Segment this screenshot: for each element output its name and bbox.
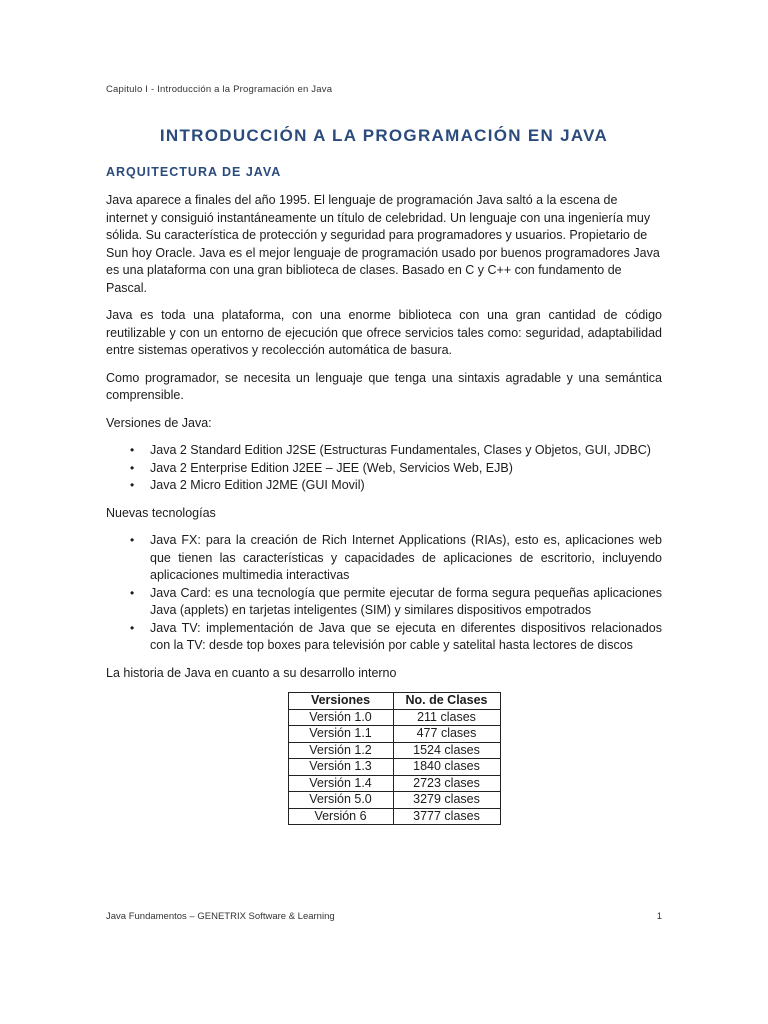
table-row bbox=[288, 742, 500, 759]
version-cell: Versión 1.1 bbox=[288, 726, 393, 743]
class-count-cell: 2723 clases bbox=[393, 775, 500, 792]
versions-intro: Versiones de Java: bbox=[106, 415, 212, 430]
new-tech-intro: Nuevas tecnologías bbox=[106, 505, 216, 520]
page-number: 1 bbox=[656, 911, 662, 922]
table-row bbox=[288, 775, 500, 792]
document-body bbox=[106, 192, 662, 825]
list-item: • Java 2 Micro Edition J2ME (GUI Movil) bbox=[150, 477, 662, 495]
version-cell: Versión 1.2 bbox=[288, 742, 393, 759]
list-item: • Java TV: implementación de Java que se ejecuta en diferentes dispositivos relacionados con la TV: desde top boxes para televisión por cable y satelital hasta lectores de discos bbox=[150, 620, 662, 655]
footer-text: Java Fundamentos – GENETRIX Software & Learning bbox=[106, 911, 335, 922]
class-count-cell: 1840 clases bbox=[393, 759, 500, 776]
list-item: • Java 2 Enterprise Edition J2EE – JEE (Web, Servicios Web, EJB) bbox=[150, 460, 662, 478]
header-class-count: No. de Clases bbox=[393, 693, 500, 710]
class-count-cell: 477 clases bbox=[393, 726, 500, 743]
section-heading: ARQUITECTURA DE JAVA bbox=[106, 165, 282, 179]
list-item: • Java FX: para la creación de Rich Internet Applications (RIAs), esto es, aplicaciones web que tienen las características y capacidades de aplicaciones de escritorio, incluyendo aplicaciones multimedia interactivas bbox=[150, 532, 662, 585]
table-row bbox=[288, 709, 500, 726]
page-footer bbox=[106, 911, 662, 922]
class-count-cell: 1524 clases bbox=[393, 742, 500, 759]
running-header: Capitulo I - Introducción a la Programación en Java bbox=[106, 84, 333, 95]
versions-list bbox=[106, 442, 662, 495]
table-header-row bbox=[288, 693, 500, 710]
header-versions: Versiones bbox=[288, 693, 393, 710]
history-table bbox=[288, 692, 501, 825]
list-item: • Java Card: es una tecnología que permite ejecutar de forma segura pequeñas aplicaciones Java (applets) en tarjetas inteligentes (SIM) y similares dispositivos empotrados bbox=[150, 585, 662, 620]
page-title: INTRODUCCIÓN A LA PROGRAMACIÓN EN JAVA bbox=[159, 126, 609, 145]
class-count-cell: 211 clases bbox=[393, 709, 500, 726]
paragraph-programmer: Como programador, se necesita un lenguaje que tenga una sintaxis agradable y una semántica comprensible. bbox=[106, 370, 662, 402]
version-cell: Versión 1.4 bbox=[288, 775, 393, 792]
class-count-cell: 3279 clases bbox=[393, 792, 500, 809]
version-cell: Versión 1.0 bbox=[288, 709, 393, 726]
history-table-wrapper bbox=[106, 692, 662, 825]
table-row bbox=[288, 726, 500, 743]
paragraph-intro: Java aparece a finales del año 1995. El lenguaje de programación Java saltó a la escena de internet y consiguió instantáneamente un título de celebridad. Un lenguaje con una ingeniería muy sólida. Su característica de protección y seguridad para programadores y usuarios. Propietario de Sun hoy Oracle. Java es el mejor lenguaje de programación usado por buenos programadores Java es una plataforma con una gran biblioteca de clases. Basado en C y C++ con fundamento de Pascal. bbox=[106, 193, 660, 295]
version-cell: Versión 6 bbox=[288, 808, 393, 825]
list-item: • Java 2 Standard Edition J2SE (Estructuras Fundamentales, Clases y Objetos, GUI, JDBC) bbox=[150, 442, 662, 460]
table-row bbox=[288, 792, 500, 809]
table-row bbox=[288, 759, 500, 776]
new-tech-list bbox=[106, 532, 662, 655]
paragraph-platform: Java es toda una plataforma, con una enorme biblioteca con una gran cantidad de código reutilizable y con un entorno de ejecución que ofrece servicios tales como: seguridad, adaptabilidad entre sistemas operativos y recolección automática de basura. bbox=[106, 308, 662, 357]
table-row bbox=[288, 808, 500, 825]
class-count-cell: 3777 clases bbox=[393, 808, 500, 825]
version-cell: Versión 1.3 bbox=[288, 759, 393, 776]
history-intro: La historia de Java en cuanto a su desarrollo interno bbox=[106, 665, 397, 680]
version-cell: Versión 5.0 bbox=[288, 792, 393, 809]
